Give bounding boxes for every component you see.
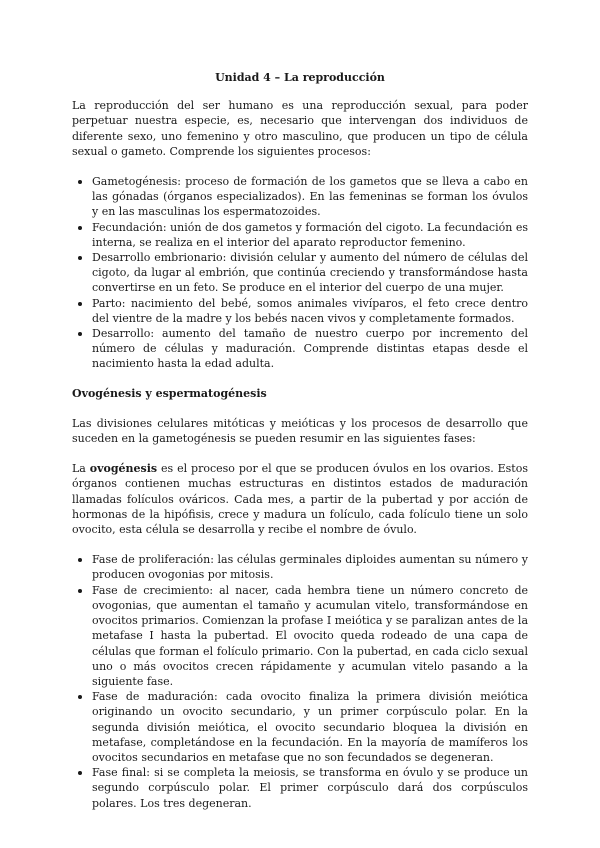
intro-paragraph: La reproducción del ser humano es una reproducción sexual, para poder perpetuar nuestra especie, es, necesario que intervengan dos individuos de diferente sexo, uno femenino y otro masculino, que producen un tipo de célula sexual o gameto. Comprende los siguientes procesos:	[72, 99, 528, 158]
list-item: Fase final: si se completa la meiosis, se transforma en óvulo y se produce un segundo corpúsculo polar. El primer corpúsculo dará dos corpúsculos polares. Los tres degeneran.	[92, 766, 528, 810]
process-list	[72, 174, 528, 372]
list-item: Gametogénesis: proceso de formación de los gametos que se lleva a cabo en las gónadas (órganos especializados). En las femeninas se forman los óvulos y en las masculinas los espermatozoides.	[92, 175, 528, 219]
phase-list	[72, 552, 528, 810]
section-intro-paragraph: Las divisiones celulares mitóticas y meióticas y los procesos de desarrollo que suceden en la gametogénesis se pueden resumir en las siguientes fases:	[72, 416, 528, 446]
list-item: Fecundación: unión de dos gametos y formación del cigoto. La fecundación es interna, se realiza en el interior del aparato reproductor femenino.	[92, 220, 528, 249]
section-heading: Ovogénesis y espermatogénesis	[72, 386, 267, 400]
list-item: Fase de crecimiento: al nacer, cada hembra tiene un número concreto de ovogonias, que aumentan el tamaño y acumulan vitelo, transformándose en ovocitos primarios. Comienzan la profase I meiótica y se paralizan antes de la metafase I hasta la pubertad. El ovocito queda rodeado de una capa de células que forman el folículo primario. Con la pubertad, en cada ciclo sexual uno o más ovocitos crecen rápidamente y acumulan vitelo pasando a la siguiente fase.	[92, 583, 528, 688]
ovogenesis-lead: La	[72, 462, 90, 476]
document-title: Unidad 4 – La reproducción	[215, 71, 385, 84]
ovogenesis-paragraph	[72, 461, 528, 537]
ovogenesis-term: ovogénesis	[89, 462, 158, 476]
document-page	[72, 70, 528, 825]
ovogenesis-text: es el proceso por el que se producen óvulos en los ovarios. Estos órganos contienen muchas estructuras en distintos estados de maduración llamadas folículos ováricos. Cada mes, a partir de la pubertad y por acción de hormonas de la hipófisis, crece y madura un folículo, cada folículo tiene un solo ovocito, esta célula se desarrolla y recibe el nombre de óvulo.	[72, 462, 528, 537]
list-item: Desarrollo embrionario: división celular y aumento del número de células del cigoto, da lugar al embrión, que continúa creciendo y transformándose hasta convertirse en un feto. Se produce en el interior del cuerpo de una mujer.	[92, 251, 528, 295]
list-item: Fase de maduración: cada ovocito finaliza la primera división meiótica originando un ovocito secundario, y un primer corpúsculo polar. En la segunda división meiótica, el ovocito secundario bloquea la división en metafase, completándose en la fecundación. En la mayoría de mamíferos los ovocitos secundarios en metafase que no son fecundados se degeneran.	[92, 690, 528, 764]
list-item: Parto: nacimiento del bebé, somos animales vivíparos, el feto crece dentro del vientre de la madre y los bebés nacen vivos y completamente formados.	[92, 296, 528, 325]
list-item: Desarrollo: aumento del tamaño de nuestro cuerpo por incremento del número de células y maduración. Comprende distintas etapas desde el nacimiento hasta la edad adulta.	[92, 327, 528, 371]
list-item: Fase de proliferación: las células germinales diploides aumentan su número y producen ovogonias por mitosis.	[92, 553, 528, 582]
